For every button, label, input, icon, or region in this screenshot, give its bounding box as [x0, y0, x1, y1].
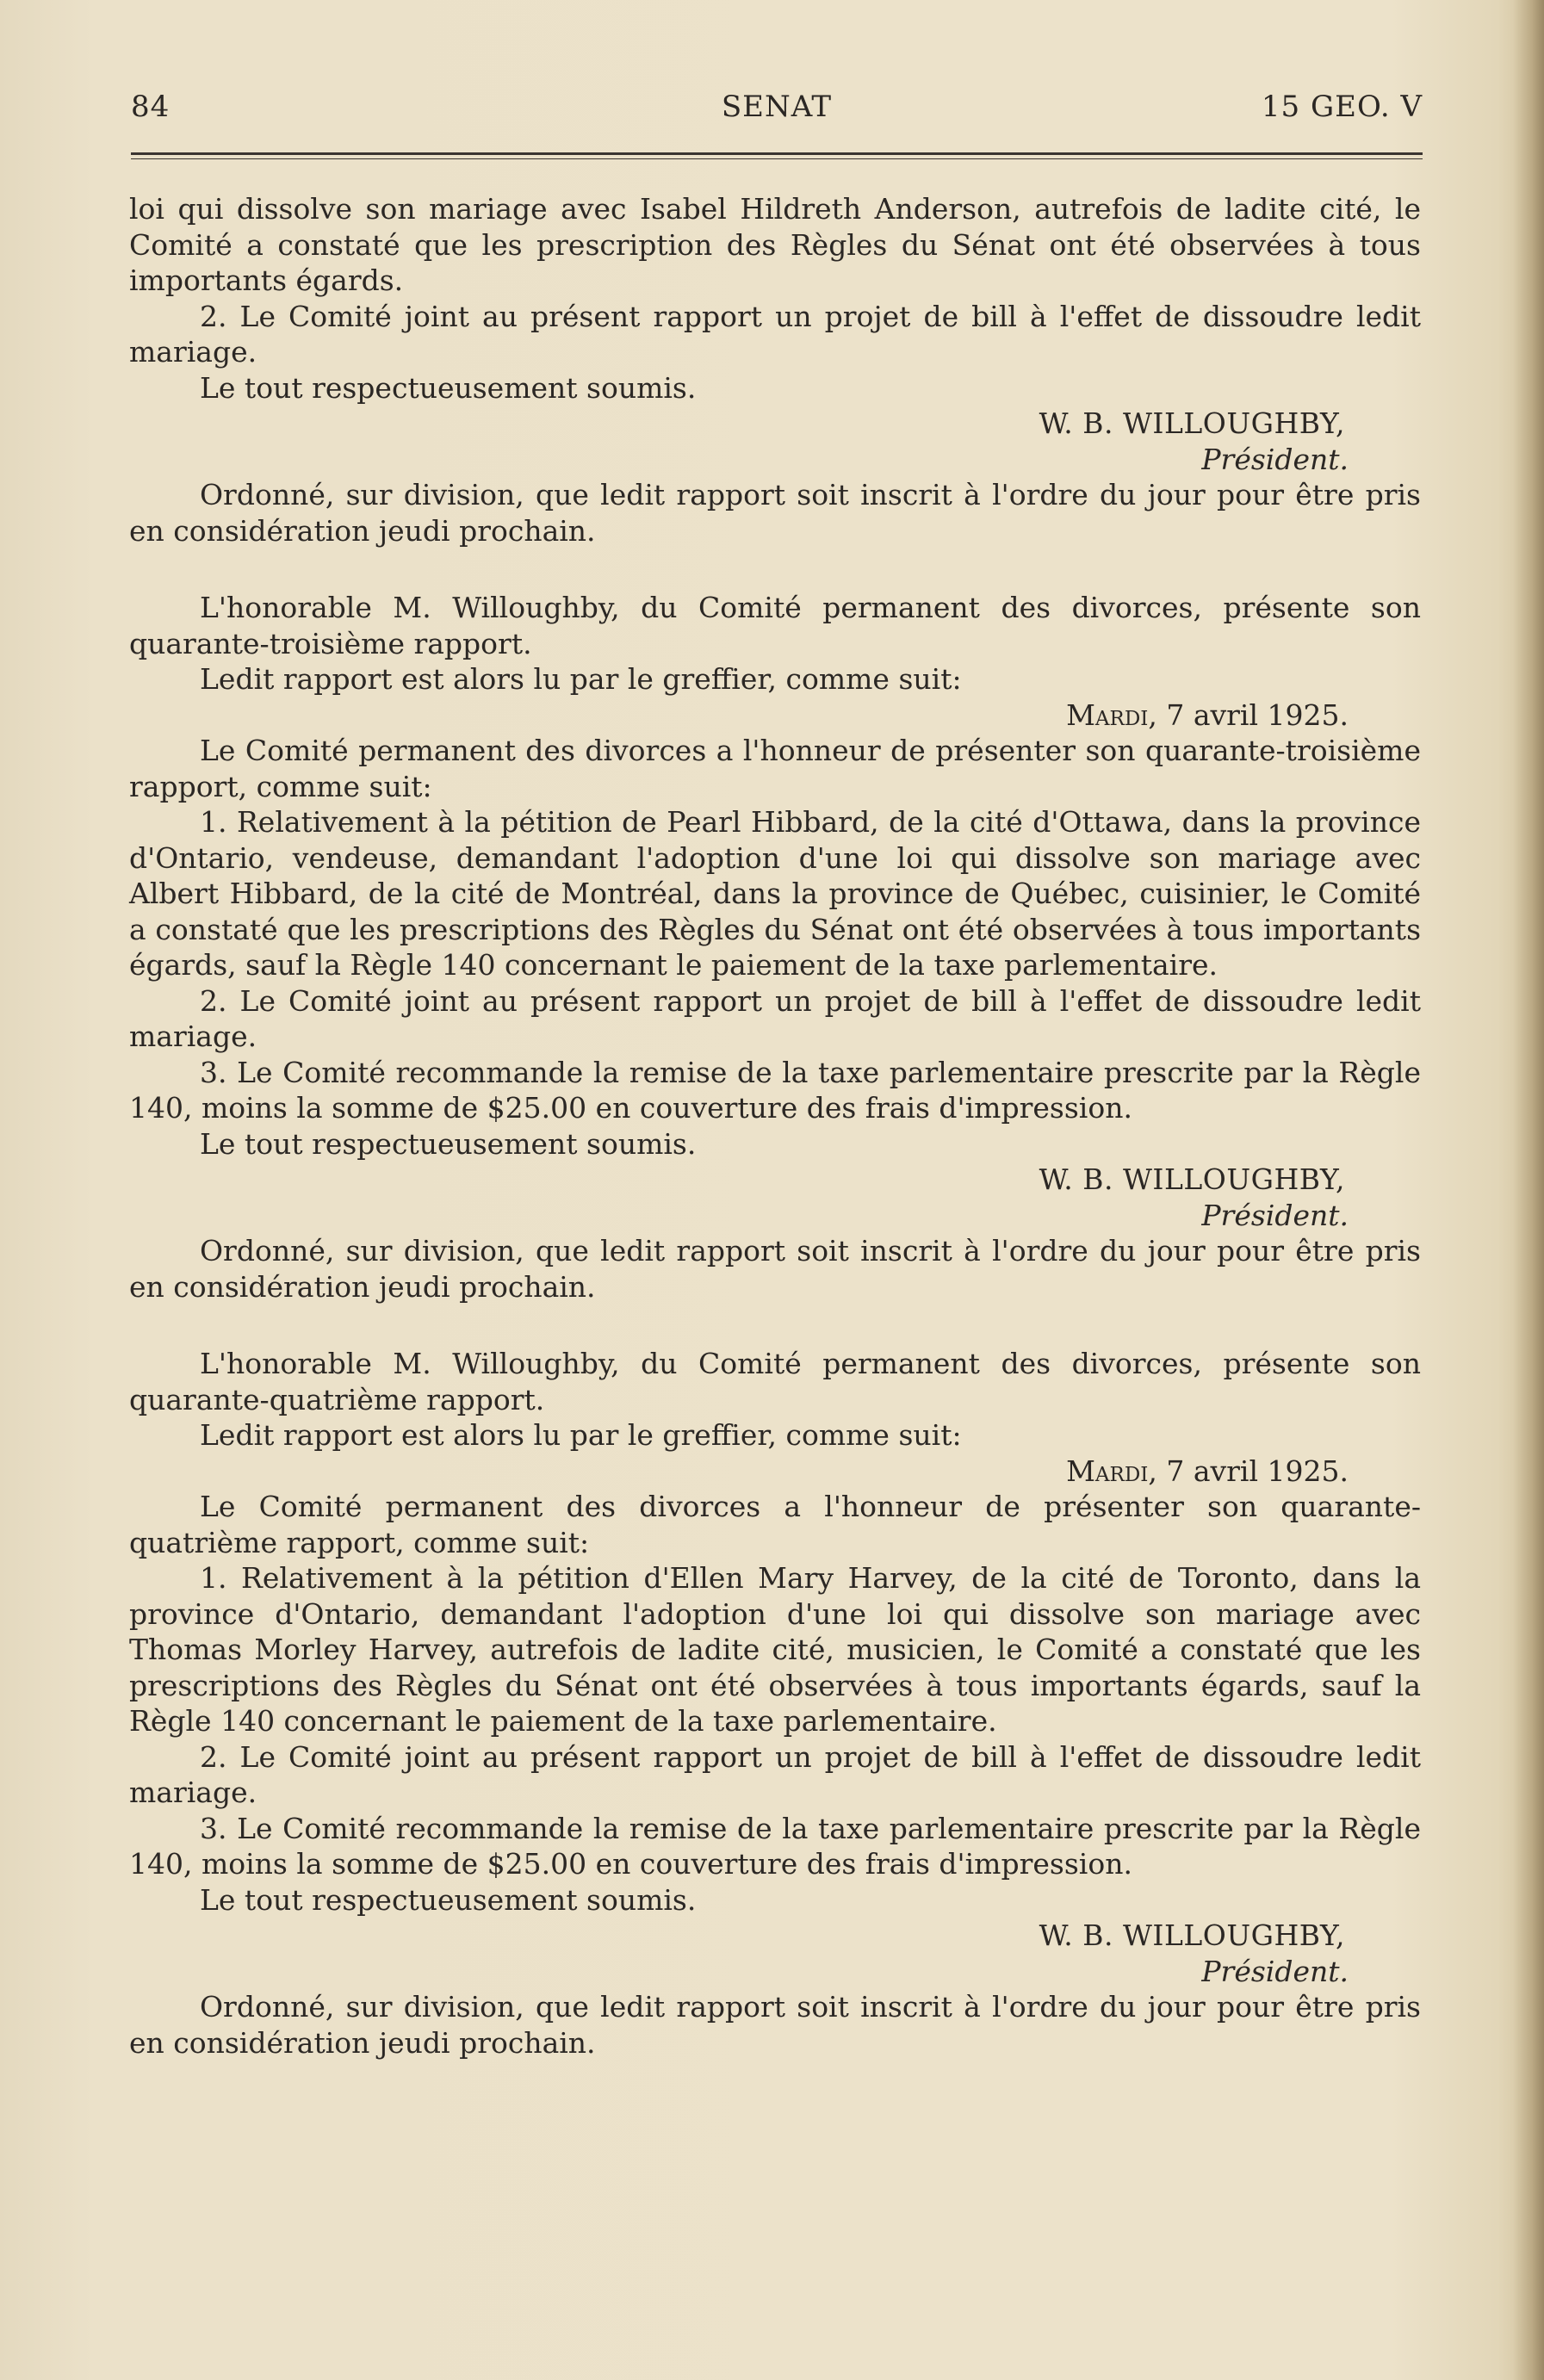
header-rule-thick — [131, 152, 1423, 155]
report-date — [129, 1453, 1421, 1490]
page-edge-shadow — [1513, 0, 1544, 2380]
report-date-day: Mardi — [1066, 697, 1149, 732]
page-body — [129, 191, 1421, 2061]
section-gap — [129, 1305, 1421, 1346]
paragraph: Le tout respectueusement soumis. — [200, 1126, 697, 1161]
report-date — [129, 697, 1421, 734]
page-number: 84 — [131, 90, 171, 124]
report-date-rest: , 7 avril 1925. — [1148, 697, 1349, 732]
signature: W. B. WILLOUGHBY, — [1039, 406, 1345, 440]
signature-title: Président. — [1201, 442, 1349, 476]
signature: W. B. WILLOUGHBY, — [1039, 1162, 1345, 1196]
signature-title: Président. — [1201, 1954, 1349, 1988]
paragraph: Ledit rapport est alors lu par le greffier, comme suit: — [200, 662, 962, 696]
order-paragraph: Ordonné, sur division, que ledit rapport soit inscrit à l'ordre du jour pour être pris en considération jeudi prochain. — [129, 1990, 1421, 2060]
signature: W. B. WILLOUGHBY, — [1039, 1918, 1345, 1952]
header-rule-thin — [131, 158, 1423, 159]
paragraph: 1. Relativement à la pétition d'Ellen Mary Harvey, de la cité de Toronto, dans la province d'Ontario, demandant l'adoption d'une loi qui dissolve son mariage avec Thomas Morley Harvey, autrefois de ladite cité, musicien, le Comité a constaté que les prescriptions des Règles du Sénat ont été observées à tous importants égards, sauf la Règle 140 concernant le paiement de la taxe parlementaire. — [129, 1561, 1421, 1738]
paragraph: 1. Relativement à la pétition de Pearl Hibbard, de la cité d'Ottawa, dans la province d'Ontario, vendeuse, demandant l'adoption d'une loi qui dissolve son mariage avec Albert Hibbard, de la cité de Montréal, dans la province de Québec, cuisinier, le Comité a constaté que les prescriptions des Règles du Sénat ont été observées à tous importants égards, sauf la Règle 140 concernant le paiement de la taxe parlementaire. — [129, 805, 1421, 982]
order-paragraph: Ordonné, sur division, que ledit rapport soit inscrit à l'ordre du jour pour être pris en considération jeudi prochain. — [129, 478, 1421, 548]
paragraph: Le Comité permanent des divorces a l'honneur de présenter son quarante-quatrième rapport, comme suit: — [129, 1490, 1421, 1559]
paragraph: 2. Le Comité joint au présent rapport un projet de bill à l'effet de dissoudre ledit mariage. — [129, 1739, 1421, 1809]
section-gap — [129, 549, 1421, 590]
report-date-day: Mardi — [1066, 1453, 1149, 1488]
paragraph: 3. Le Comité recommande la remise de la taxe parlementaire prescrite par la Règle 140, moins la somme de $25.00 en couverture des frais d'impression. — [129, 1811, 1421, 1881]
paragraph: 3. Le Comité recommande la remise de la taxe parlementaire prescrite par la Règle 140, moins la somme de $25.00 en couverture des frais d'impression. — [129, 1055, 1421, 1125]
paragraph: loi qui dissolve son mariage avec Isabel Hildreth Anderson, autrefois de ladite cité, le Comité a constaté que les prescription des Règles du Sénat ont été observées à tous importants égards. — [129, 192, 1421, 297]
paragraph: 2. Le Comité joint au présent rapport un projet de bill à l'effet de dissoudre ledit mariage. — [129, 983, 1421, 1053]
paragraph: Le tout respectueusement soumis. — [200, 370, 697, 405]
page-title: SENAT — [721, 90, 833, 124]
paragraph: 2. Le Comité joint au présent rapport un projet de bill à l'effet de dissoudre ledit mariage. — [129, 299, 1421, 369]
paragraph: Le tout respectueusement soumis. — [200, 1882, 697, 1917]
order-paragraph: Ordonné, sur division, que ledit rapport soit inscrit à l'ordre du jour pour être pris en considération jeudi prochain. — [129, 1234, 1421, 1304]
report-date-rest: , 7 avril 1925. — [1148, 1453, 1349, 1488]
paragraph: Ledit rapport est alors lu par le greffier, comme suit: — [200, 1418, 962, 1452]
intro-paragraph: L'honorable M. Willoughby, du Comité permanent des divorces, présente son quarante-troisième rapport. — [129, 591, 1421, 660]
running-header — [131, 90, 1423, 133]
signature-title: Président. — [1201, 1198, 1349, 1232]
reign-label: 15 GEO. V — [1261, 90, 1423, 124]
intro-paragraph: L'honorable M. Willoughby, du Comité permanent des divorces, présente son quarante-quatrième rapport. — [129, 1347, 1421, 1416]
paragraph: Le Comité permanent des divorces a l'honneur de présenter son quarante-troisième rapport, comme suit: — [129, 734, 1421, 803]
